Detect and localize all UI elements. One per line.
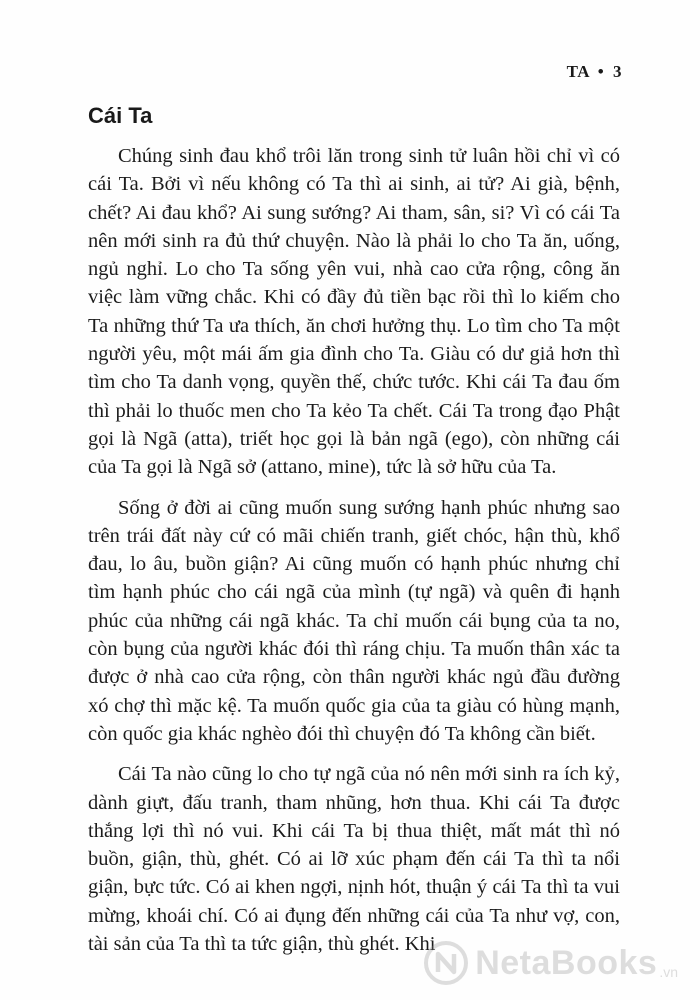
paragraph-3: Cái Ta nào cũng lo cho tự ngã của nó nên mới sinh ra ích kỷ, dành giựt, đấu tranh, tham nhũng, hơn thua. Khi cái Ta được thắng lợi thì nó vui. Khi cái Ta bị thua thiệt, mất mát thì nó buồn, giận, thù, ghét. Có ai lỡ xúc phạm đến cái Ta thì ta nổi giận, bực tức. Có ai khen ngợi, nịnh hót, thuận ý cái Ta thì ta vui mừng, khoái chí. Có ai đụng đến những cái của Ta như vợ, con, tài sản của Ta thì ta tức giận, thù ghét. Khi [88, 763, 620, 956]
netabooks-watermark [423, 940, 678, 986]
page-number: 3 [613, 62, 622, 81]
watermark-brand: NetaBooks [475, 943, 658, 982]
netabooks-logo-icon [423, 940, 469, 986]
section-title: Cái Ta [88, 103, 153, 128]
running-title: TA [566, 62, 590, 81]
paragraph-1: Chúng sinh đau khổ trôi lăn trong sinh tử luân hồi chỉ vì có cái Ta. Bởi vì nếu không có Ta thì ai sinh, ai tử? Ai già, bệnh, chết? Ai đau khổ? Ai sung sướng? Ai tham, sân, si? Vì có cái Ta nên mới sinh ra đủ thứ chuyện. Nào là phải lo cho Ta ăn, uống, ngủ nghỉ. Lo cho Ta sống yên vui, nhà cao cửa rộng, công ăn việc làm vững chắc. Khi có đầy đủ tiền bạc rồi thì lo kiếm cho Ta những thứ Ta ưa thích, ăn chơi hưởng thụ. Lo tìm cho Ta một người yêu, một mái ấm gia đình cho Ta. Giàu có dư giả hơn thì tìm cho Ta danh vọng, quyền thế, chức tước. Khi cái Ta đau ốm thì phải lo thuốc men cho Ta kẻo Ta chết. Cái Ta trong đạo Phật gọi là Ngã (atta), triết học gọi là bản ngã (ego), còn những cái của Ta gọi là Ngã sở (attano, mine), tức là sở hữu của Ta. [88, 145, 620, 479]
running-header [567, 62, 622, 82]
paragraph-2: Sống ở đời ai cũng muốn sung sướng hạnh phúc nhưng sao trên trái đất này cứ có mãi chiến tranh, giết chóc, hận thù, khổ đau, lo âu, buồn giận? Ai cũng muốn có hạnh phúc nhưng chỉ tìm hạnh phúc cho cái ngã của mình (tự ngã) và quên đi hạnh phúc của những cái ngã khác. Ta chỉ muốn cái bụng của ta no, còn bụng của người khác đói thì ráng chịu. Ta muốn thân xác ta được ở nhà cao cửa rộng, còn thân người khác ngủ đầu đường xó chợ thì mặc kệ. Ta muốn quốc gia của ta giàu có hùng mạnh, còn quốc gia khác nghèo đói thì chuyện đó Ta không cần biết. [88, 496, 620, 745]
body-text [88, 142, 620, 970]
header-separator: • [597, 62, 605, 81]
watermark-suffix: .vn [659, 964, 678, 980]
